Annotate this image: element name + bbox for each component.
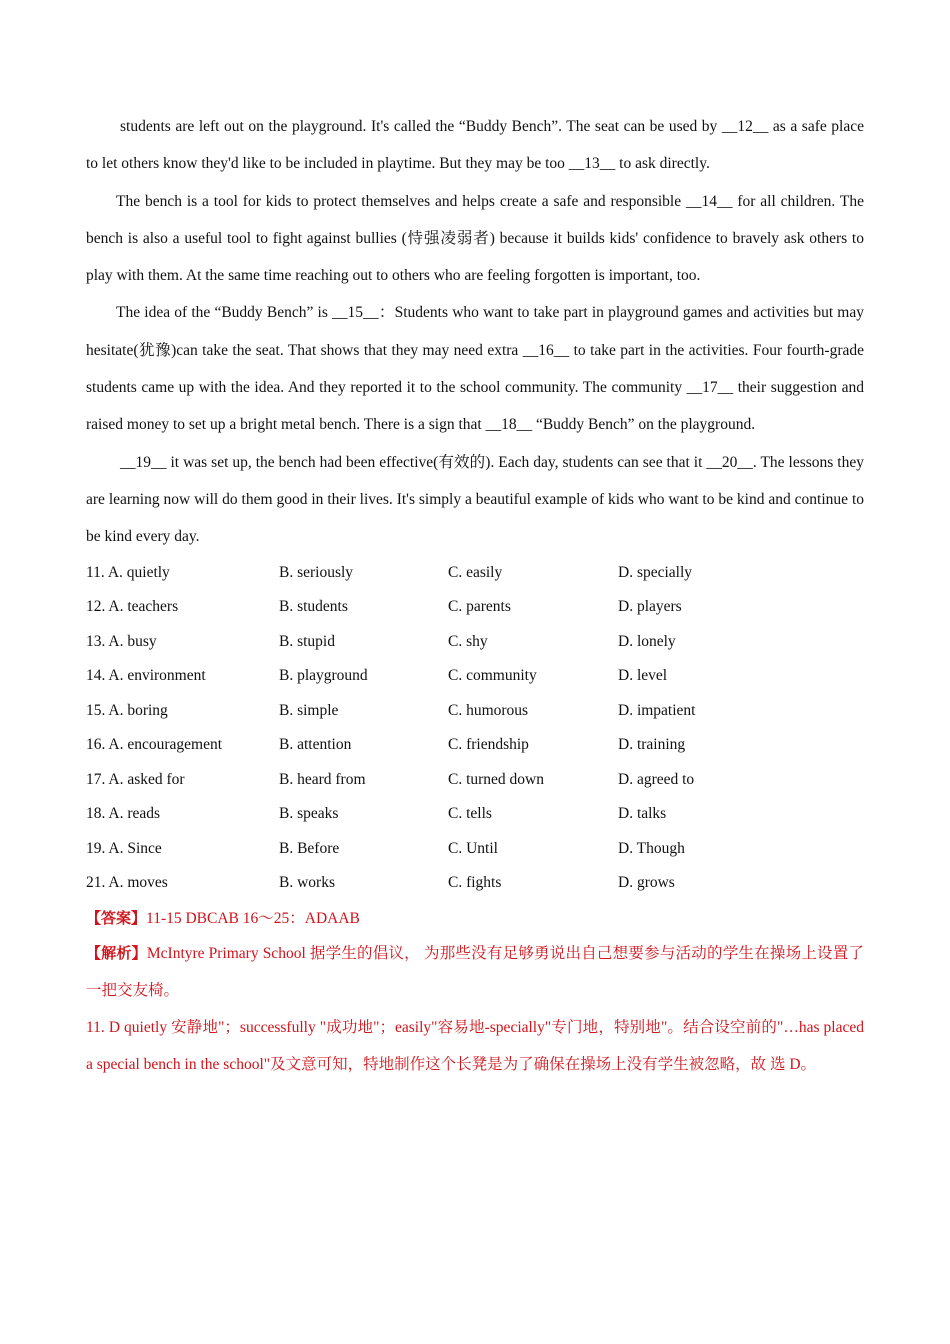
- option-a: 17. A. asked for: [86, 770, 185, 788]
- answer-line: [86, 901, 864, 935]
- option-d: D. training: [618, 736, 686, 754]
- option-a: 11. A. quietly: [86, 563, 170, 581]
- document-page: [86, 108, 864, 1083]
- option-a: 16. A. encouragement: [86, 736, 223, 754]
- option-c: C. turned down: [448, 770, 545, 788]
- option-row: [86, 625, 864, 660]
- analysis-item-11: 11. D quietly 安静地"；successfully "成功地"；easily"容易地-specially"专门地，特别地"。结合设空前的"…has placed a special bench in the school"及文意可知，特地制作这个长凳是为了确保在操场上没有学生被忽略，故 选 D。: [86, 1018, 864, 1073]
- option-d: D. impatient: [618, 701, 696, 719]
- option-c: C. friendship: [448, 736, 529, 754]
- option-b: B. works: [279, 874, 335, 892]
- passage-paragraph-2: The bench is a tool for kids to protect themselves and helps create a safe and responsible __14__ for all children. The bench is also a useful tool to fight against bullies (恃强凌弱者) because it builds kids' confidence to bravely ask others to play with them. At the same time reaching out to others who are feeling forgotten is important, too.: [86, 192, 864, 285]
- option-b: B. Before: [279, 839, 340, 857]
- option-row: [86, 694, 864, 729]
- option-b: B. seriously: [279, 563, 354, 581]
- option-c: C. shy: [448, 632, 488, 650]
- option-c: C. Until: [448, 839, 498, 857]
- option-a: 14. A. environment: [86, 667, 206, 685]
- option-d: D. specially: [618, 563, 693, 581]
- option-d: D. Though: [618, 839, 685, 857]
- passage-paragraph-3: The idea of the “Buddy Bench” is __15__：Students who want to take part in playground games and activities but may hesitate(犹豫)can take the seat. That shows that they may need extra __16__ to take part in the activities. Four fourth-grade students came up with the idea. And they reported it to the school community. The community __17__ their suggestion and raised money to set up a bright metal bench. There is a sign that __18__ “Buddy Bench” on the playground.: [86, 304, 864, 434]
- option-b: B. attention: [279, 736, 352, 754]
- option-c: C. easily: [448, 563, 503, 581]
- option-row: [86, 590, 864, 625]
- option-row: [86, 763, 864, 798]
- option-a: 13. A. busy: [86, 632, 157, 650]
- option-b: B. playground: [279, 667, 368, 685]
- option-c: C. community: [448, 667, 537, 685]
- option-b: B. heard from: [279, 770, 366, 788]
- option-c: C. fights: [448, 874, 502, 892]
- option-b: B. stupid: [279, 632, 335, 650]
- option-d: D. lonely: [618, 632, 676, 650]
- option-row: [86, 832, 864, 867]
- option-row: [86, 797, 864, 832]
- option-a: 21. A. moves: [86, 874, 168, 892]
- passage-paragraph-1: students are left out on the playground. It's called the “Buddy Bench”. The seat can be used by __12__ as a safe place to let others know they'd like to be included in playtime. But they may be too __13__ to ask directly.: [86, 118, 864, 173]
- option-c: C. parents: [448, 598, 511, 616]
- option-row: [86, 866, 864, 901]
- analysis-text: McIntyre Primary School 据学生的倡议， 为那些没有足够勇说出自己想要参与活动的学生在操场上设置了一把交友椅。: [86, 944, 864, 999]
- option-row: [86, 728, 864, 763]
- option-b: B. speaks: [279, 805, 339, 823]
- option-b: B. simple: [279, 701, 339, 719]
- option-d: D. players: [618, 598, 682, 616]
- answer-text: 11-15 DBCAB 16～25：ADAAB: [146, 909, 360, 927]
- option-a: 15. A. boring: [86, 701, 168, 719]
- option-a: 12. A. teachers: [86, 598, 179, 616]
- answer-label: 【答案】: [86, 908, 147, 927]
- option-b: B. students: [279, 598, 348, 616]
- option-a: 18. A. reads: [86, 805, 161, 823]
- option-c: C. humorous: [448, 701, 529, 719]
- passage-paragraph-4: __19__ it was set up, the bench had been effective(有效的). Each day, students can see that it __20__. The lessons they are learning now will do them good in their lives. It's simply a beautiful example of kids who want to be kind and continue to be kind every day.: [86, 453, 864, 546]
- option-a: 19. A. Since: [86, 839, 162, 857]
- option-d: D. level: [618, 667, 668, 685]
- option-row: [86, 556, 864, 591]
- option-d: D. talks: [618, 805, 667, 823]
- option-row: [86, 659, 864, 694]
- option-d: D. grows: [618, 874, 675, 892]
- analysis-paragraph: [86, 935, 864, 1009]
- options-list: [86, 556, 864, 901]
- analysis-label: 【解析】: [86, 943, 147, 962]
- option-c: C. tells: [448, 805, 492, 823]
- option-d: D. agreed to: [618, 770, 695, 788]
